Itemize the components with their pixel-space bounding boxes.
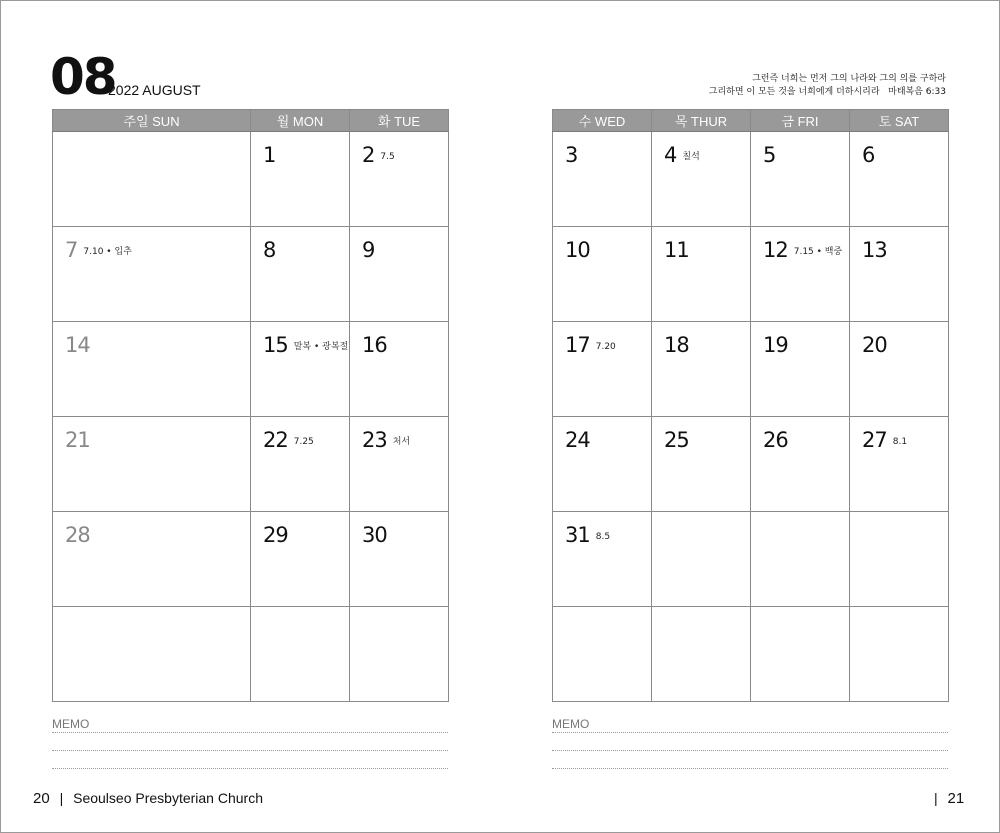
day-number: 17 (565, 333, 590, 357)
day-number: 15 (263, 333, 288, 357)
memo-line[interactable] (552, 768, 948, 769)
day-cell[interactable] (850, 512, 949, 607)
day-note: 칠석 (682, 152, 700, 162)
day-number: 8 (263, 238, 276, 262)
day-cell[interactable] (553, 227, 652, 322)
week-row (53, 417, 449, 512)
day-cell[interactable] (251, 607, 350, 702)
day-number: 2 (362, 143, 375, 167)
calendar-left-page (52, 109, 449, 702)
day-cell[interactable] (751, 132, 850, 227)
day-cell-content (862, 333, 893, 357)
day-number: 18 (664, 333, 689, 357)
day-note: 7.20 (595, 342, 616, 352)
week-row (553, 607, 949, 702)
day-cell[interactable] (751, 417, 850, 512)
day-note: 7.15 • 백중 (793, 247, 843, 257)
day-cell-content (65, 143, 71, 167)
header-tue: 화 TUE (350, 110, 449, 132)
day-cell[interactable] (652, 417, 751, 512)
footer-separator: | (934, 790, 938, 806)
day-cell[interactable] (652, 132, 751, 227)
church-name: Seoulseo Presbyterian Church (73, 790, 263, 806)
day-note: 7.25 (293, 437, 314, 447)
day-number: 12 (763, 238, 788, 262)
memo-label-left: MEMO (52, 717, 90, 731)
day-cell-content (565, 238, 596, 262)
day-cell[interactable] (251, 227, 350, 322)
day-cell-content (362, 428, 410, 452)
day-cell[interactable] (350, 512, 449, 607)
header-sat: 토 SAT (850, 110, 949, 132)
day-cell[interactable] (251, 322, 350, 417)
day-cell[interactable] (553, 512, 652, 607)
verse-line-1: 그런즉 너희는 먼저 그의 나라와 그의 의를 구하라 (752, 74, 946, 84)
day-cell[interactable] (350, 607, 449, 702)
verse-line-2: 그리하면 이 모든 것을 너희에게 더하시리라 마태복음 6:33 (708, 87, 946, 97)
day-cell[interactable] (751, 607, 850, 702)
day-cell-content (862, 618, 868, 642)
bible-verse (709, 73, 946, 99)
day-cell-content (65, 523, 96, 547)
header-mon: 월 MON (251, 110, 350, 132)
day-cell-content (565, 523, 610, 547)
week-row (53, 132, 449, 227)
day-number: 29 (263, 523, 288, 547)
week-row (53, 322, 449, 417)
day-number: 26 (763, 428, 788, 452)
day-cell-content (763, 618, 769, 642)
day-cell-content (763, 143, 781, 167)
day-cell-content (664, 428, 695, 452)
week-row (53, 512, 449, 607)
day-cell-content (862, 428, 907, 452)
header-thur: 목 THUR (652, 110, 751, 132)
week-row (553, 132, 949, 227)
day-number: 13 (862, 238, 887, 262)
day-cell-content (362, 523, 393, 547)
day-cell[interactable] (53, 227, 251, 322)
day-cell-content (763, 238, 842, 262)
day-cell[interactable] (553, 322, 652, 417)
day-cell-content (263, 618, 269, 642)
day-cell[interactable] (251, 132, 350, 227)
day-cell[interactable] (251, 512, 350, 607)
day-note: 8.1 (892, 437, 908, 447)
day-cell[interactable] (553, 607, 652, 702)
day-cell[interactable] (350, 227, 449, 322)
day-cell-content (763, 523, 769, 547)
day-cell[interactable] (350, 132, 449, 227)
day-number: 31 (565, 523, 590, 547)
month-label: 2022 AUGUST (108, 82, 201, 98)
memo-label-right: MEMO (552, 717, 590, 731)
header-sun: 주일 SUN (53, 110, 251, 132)
day-cell-content (565, 428, 596, 452)
calendar-right-page (552, 109, 949, 702)
day-cell[interactable] (251, 417, 350, 512)
day-cell-content (362, 238, 380, 262)
page-number-right: 21 (947, 790, 965, 807)
day-cell[interactable] (850, 227, 949, 322)
week-row (553, 227, 949, 322)
day-number: 20 (862, 333, 887, 357)
day-number: 9 (362, 238, 375, 262)
week-row (53, 227, 449, 322)
day-cell[interactable] (850, 322, 949, 417)
day-number: 27 (862, 428, 887, 452)
memo-line[interactable] (52, 750, 448, 751)
day-cell-content (664, 523, 670, 547)
day-cell[interactable] (850, 417, 949, 512)
day-number: 5 (763, 143, 776, 167)
day-cell[interactable] (53, 132, 251, 227)
week-row (553, 417, 949, 512)
day-cell-content (565, 618, 571, 642)
footer-left (33, 790, 263, 807)
day-cell[interactable] (53, 322, 251, 417)
day-number: 24 (565, 428, 590, 452)
day-cell-content (65, 618, 71, 642)
memo-line[interactable] (552, 750, 948, 751)
day-cell[interactable] (350, 417, 449, 512)
day-note: 8.5 (595, 532, 611, 542)
day-note: 처서 (392, 437, 411, 447)
day-cell-content (65, 428, 96, 452)
day-cell-content (263, 523, 294, 547)
day-cell[interactable] (751, 322, 850, 417)
day-number: 14 (65, 333, 90, 357)
day-number: 4 (664, 143, 677, 167)
day-number: 7 (65, 238, 78, 262)
footer-separator: | (59, 790, 64, 806)
day-number: 22 (263, 428, 288, 452)
memo-line[interactable] (552, 732, 948, 733)
day-number: 21 (65, 428, 90, 452)
header-wed: 수 WED (553, 110, 652, 132)
day-cell-content (263, 238, 281, 262)
day-cell-content (763, 428, 794, 452)
day-cell[interactable] (53, 512, 251, 607)
day-cell-content (263, 333, 348, 357)
day-cell-content (263, 428, 314, 452)
day-cell[interactable] (53, 417, 251, 512)
week-row (53, 607, 449, 702)
day-cell-content (263, 143, 281, 167)
day-number: 19 (763, 333, 788, 357)
day-cell[interactable] (652, 512, 751, 607)
day-number: 6 (862, 143, 875, 167)
day-cell[interactable] (652, 322, 751, 417)
day-note: 말복 • 광복절 (293, 342, 349, 352)
day-note: 7.10 • 입추 (83, 247, 132, 257)
day-number: 10 (565, 238, 590, 262)
day-cell-content (65, 333, 96, 357)
day-cell[interactable] (652, 607, 751, 702)
day-cell-content (362, 333, 393, 357)
memo-line[interactable] (52, 732, 448, 733)
day-cell[interactable] (751, 227, 850, 322)
day-number: 16 (362, 333, 387, 357)
day-cell-content (664, 143, 700, 167)
week-row (553, 512, 949, 607)
day-cell[interactable] (652, 227, 751, 322)
day-cell-content (763, 333, 794, 357)
day-note: 7.5 (380, 152, 395, 162)
day-number: 1 (263, 143, 276, 167)
day-number: 11 (664, 238, 689, 262)
day-number: 23 (362, 428, 387, 452)
day-cell-content (862, 238, 893, 262)
day-cell-content (664, 618, 670, 642)
day-number: 25 (664, 428, 689, 452)
month-number: 08 (50, 48, 116, 106)
day-number: 30 (362, 523, 387, 547)
day-number: 3 (565, 143, 578, 167)
day-cell[interactable] (553, 132, 652, 227)
day-cell-content (565, 333, 616, 357)
page-number-left: 20 (33, 790, 50, 807)
day-cell[interactable] (751, 512, 850, 607)
day-cell[interactable] (850, 607, 949, 702)
day-cell-content (862, 143, 880, 167)
day-cell[interactable] (350, 322, 449, 417)
day-cell[interactable] (850, 132, 949, 227)
day-cell-content (664, 238, 695, 262)
day-cell-content (362, 618, 368, 642)
header-fri: 금 FRI (751, 110, 850, 132)
day-cell-content (65, 238, 132, 262)
week-row (553, 322, 949, 417)
day-number: 28 (65, 523, 90, 547)
day-cell[interactable] (53, 607, 251, 702)
memo-line[interactable] (52, 768, 448, 769)
footer-right (934, 790, 964, 807)
day-cell[interactable] (553, 417, 652, 512)
day-cell-content (664, 333, 695, 357)
day-cell-content (862, 523, 868, 547)
day-cell-content (565, 143, 583, 167)
day-cell-content (362, 143, 395, 167)
